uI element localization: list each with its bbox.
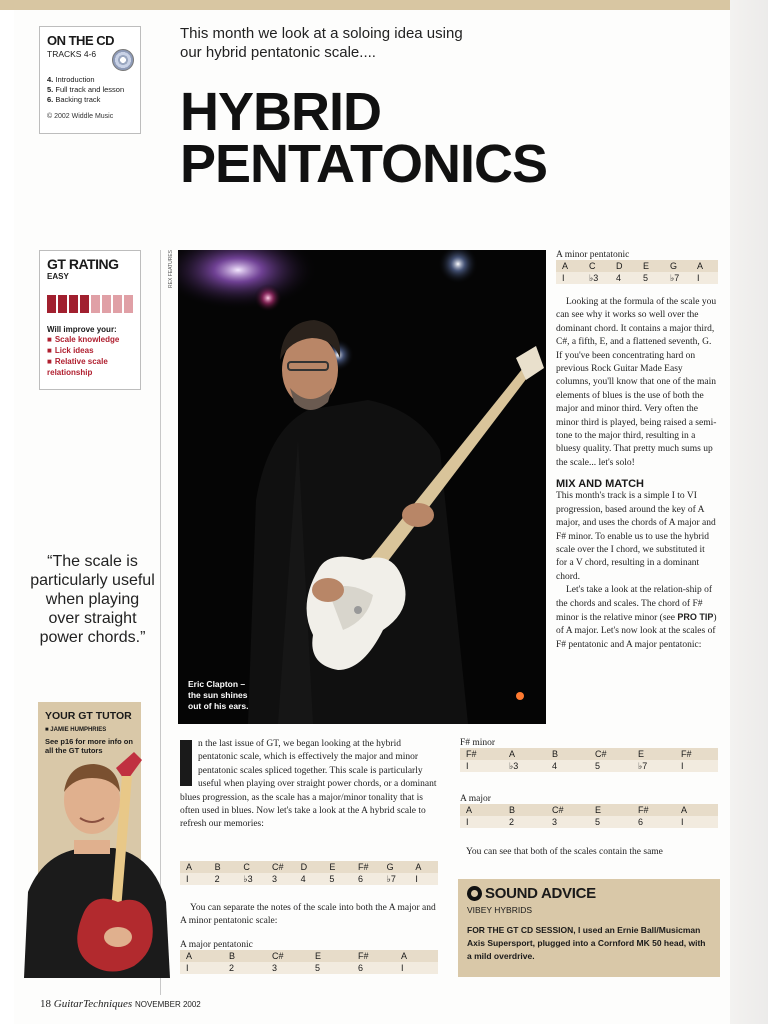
scale-interval: I	[691, 272, 718, 284]
a-major-pentatonic-block	[180, 940, 438, 974]
scale-note: F#	[352, 950, 395, 962]
improve-label: Will improve your:	[47, 325, 117, 334]
scale-note: B	[223, 950, 266, 962]
scale-note: D	[295, 861, 324, 873]
scale-note: A	[691, 260, 718, 272]
scale-interval: I	[180, 873, 209, 885]
scale-table-a-minor-pentatonic	[556, 260, 718, 284]
scale-title: A major pentatonic	[180, 940, 253, 950]
rating-bar	[47, 295, 56, 313]
scale-interval: I	[675, 816, 718, 828]
scale-table-f-sharp-minor	[460, 748, 718, 772]
scale-interval: 6	[632, 816, 675, 828]
sound-heading: SOUND ADVICE	[467, 885, 711, 902]
scale-note: C	[583, 260, 610, 272]
article-title: HYBRID PENTATONICS	[180, 82, 548, 194]
top-band	[0, 0, 768, 10]
scale-interval: 5	[589, 760, 632, 772]
drop-cap	[180, 740, 192, 786]
scale-note: A	[556, 260, 583, 272]
scale-note: B	[546, 748, 589, 760]
scale-interval: 6	[352, 962, 395, 974]
f-sharp-minor-block	[460, 738, 718, 772]
scale-note: E	[632, 748, 675, 760]
scale-interval: I	[460, 816, 503, 828]
scale-note: A	[503, 748, 546, 760]
improve-item: ■ Scale knowledge	[47, 334, 133, 345]
rating-bar	[80, 295, 89, 313]
cd-track-item: 4. Introduction	[47, 75, 95, 84]
scale-note: A	[395, 950, 438, 962]
scale-note: C	[237, 861, 266, 873]
scale-interval: 5	[637, 272, 664, 284]
scale-interval: ♭7	[632, 760, 675, 772]
scale-note: D	[610, 260, 637, 272]
scale-note: C#	[266, 861, 295, 873]
gt-rating-box	[39, 250, 141, 390]
scale-table-a-major-pentatonic	[180, 950, 438, 974]
sound-subheading: VIBEY HYBRIDS	[467, 905, 533, 915]
page-number: 18	[40, 998, 51, 1010]
scale-interval: ♭7	[381, 873, 410, 885]
rating-bars	[47, 295, 133, 313]
scale-note: F#	[632, 804, 675, 816]
improve-item: ■ Lick ideas	[47, 345, 133, 356]
sound-text: FOR THE GT CD SESSION, I used an Ernie Ball/Musicman Axis Supersport, plugged into a Cornford MK 50 head, with a mild overdrive.	[467, 925, 706, 961]
scale-interval: ♭3	[503, 760, 546, 772]
guitarist-photo	[178, 250, 546, 724]
cd-disc-icon	[112, 49, 134, 71]
rating-bar	[91, 295, 100, 313]
paragraph: You can see that both of the scales contain the same	[466, 847, 663, 857]
scale-interval: I	[556, 272, 583, 284]
paragraph: Looking at the formula of the scale you can see why it works so well over the dominant chord. It contains a major third, C#, a fifth, E, and a flattened seventh, G. If you've been concentrating hard on previous Rock Guitar Made Easy columns, you'll know that one of the main elements of blues is the use of both the major and minor third. Very often the minor third is played, being raised a semi-tone to the major third, resulting in a bluesy quality. That pretty much sums up the scale... let's solo!	[556, 297, 717, 468]
a-major-block	[460, 794, 718, 828]
scale-note: A	[180, 861, 209, 873]
right-column	[556, 250, 718, 652]
photo-credit: REX FEATURES	[168, 250, 174, 288]
scale-interval: 4	[295, 873, 324, 885]
rating-heading: GT RATING	[47, 256, 119, 272]
scale-note: B	[209, 861, 238, 873]
sound-advice-box	[458, 879, 720, 977]
tutor-portrait	[14, 752, 174, 978]
scale-note: A	[460, 804, 503, 816]
scale-interval: 3	[266, 962, 309, 974]
issue-date: NOVEMBER 2002	[134, 1000, 201, 1009]
rating-bar	[102, 295, 111, 313]
scale-interval: 4	[610, 272, 637, 284]
tutor-name: ■ JAMIE HUMPHRIES	[45, 727, 107, 733]
page-edge	[730, 0, 768, 1024]
cd-heading: ON THE CD	[47, 33, 114, 48]
scale-note: E	[637, 260, 664, 272]
scale-interval: I	[409, 873, 438, 885]
improve-list	[47, 334, 133, 378]
intro-text: This month we look at a soloing idea using our hybrid pentatonic scale....	[180, 25, 463, 61]
scale-note: E	[309, 950, 352, 962]
concert-photo-illustration	[178, 250, 546, 724]
scale-note: A	[409, 861, 438, 873]
scale-note: G	[664, 260, 691, 272]
paragraph: You can separate the notes of the scale into both the A major and A minor pentatonic scale:	[180, 903, 436, 927]
scale-interval: 6	[352, 873, 381, 885]
improve-item: ■ Relative scale relationship	[47, 356, 133, 378]
scale-note: C#	[546, 804, 589, 816]
paragraph: This month's track is a simple I to VI progression, based around the key of A major, and uses the chords of A major and F# minor. To enable us to use the hybrid scale over the I chord, we substituted it for a V chord, resulting in a dominant chord.	[556, 491, 716, 582]
scale-interval: ♭3	[237, 873, 266, 885]
tutor-heading: YOUR GT TUTOR	[45, 710, 132, 722]
scale-interval: 4	[546, 760, 589, 772]
cd-track-item: 5. Full track and lesson	[47, 85, 125, 94]
rating-bar	[69, 295, 78, 313]
scale-interval: I	[460, 760, 503, 772]
cd-track-list	[47, 75, 133, 105]
scale-note: E	[589, 804, 632, 816]
scale-interval: 2	[503, 816, 546, 828]
paragraph: n the last issue of GT, we began looking at the hybrid pentatonic scale, which is effectively the major and minor pentatonic scales spliced together. This scale is particularly useful when playing over straight power chords, or a dominant blues progression, as the scale has a major/minor tonality that is often used in blues. Now let's take a look at the A hybrid scale to refresh our memories:	[180, 739, 437, 830]
body-intro	[180, 738, 438, 832]
magazine-name: GuitarTechniques	[53, 998, 133, 1010]
scale-note: C#	[266, 950, 309, 962]
scale-note: A	[675, 804, 718, 816]
scale-interval: I	[395, 962, 438, 974]
scale-interval: I	[675, 760, 718, 772]
cd-track-item: 6. Backing track	[47, 95, 101, 104]
scale-table-a-hybrid	[180, 861, 438, 885]
scale-note: F#	[675, 748, 718, 760]
scale-title: A major	[460, 794, 491, 804]
rating-level: EASY	[47, 272, 69, 281]
photo-caption: Eric Clapton – the sun shines out of his ears.	[188, 679, 249, 711]
scale-interval: 2	[223, 962, 266, 974]
cd-copyright: © 2002 Widdle Music	[47, 113, 114, 120]
rating-bar	[124, 295, 133, 313]
scale-note: F#	[460, 748, 503, 760]
scale-interval: 3	[546, 816, 589, 828]
scale-note: B	[503, 804, 546, 816]
scale-title: F# minor	[460, 738, 496, 748]
scale-note: A	[180, 950, 223, 962]
on-the-cd-box	[39, 26, 141, 134]
scale-interval: ♭3	[583, 272, 610, 284]
scale-interval: 5	[309, 962, 352, 974]
speaker-icon	[467, 886, 482, 901]
scale-note: E	[323, 861, 352, 873]
tutor-info: See p16 for more info on all the GT tutors	[45, 737, 133, 755]
scale-interval: 5	[589, 816, 632, 828]
scale-interval: 2	[209, 873, 238, 885]
scale-table-a-major	[460, 804, 718, 828]
pull-quote: “The scale is particularly useful when playing over straight power chords.”	[30, 553, 155, 646]
scale-interval: 3	[266, 873, 295, 885]
rating-bar	[113, 295, 122, 313]
scale-interval: I	[180, 962, 223, 974]
subheading-mix-and-match: MIX AND MATCH	[556, 478, 644, 491]
rating-bar	[58, 295, 67, 313]
scale-interval: ♭7	[664, 272, 691, 284]
scale-interval: 5	[323, 873, 352, 885]
cd-tracks: TRACKS 4-6	[47, 49, 97, 59]
scale-title: A minor pentatonic	[556, 250, 630, 260]
scale-note: C#	[589, 748, 632, 760]
scale-note: F#	[352, 861, 381, 873]
scale-note: G	[381, 861, 410, 873]
paragraph: Let's take a look at the relation-ship of the chords and scales. The chord of F# minor is the relative minor (see PRO TIP) of A major. Let's now look at the scales of F# pentatonic and A major pentatonic:	[556, 585, 717, 650]
page-footer	[40, 998, 201, 1010]
